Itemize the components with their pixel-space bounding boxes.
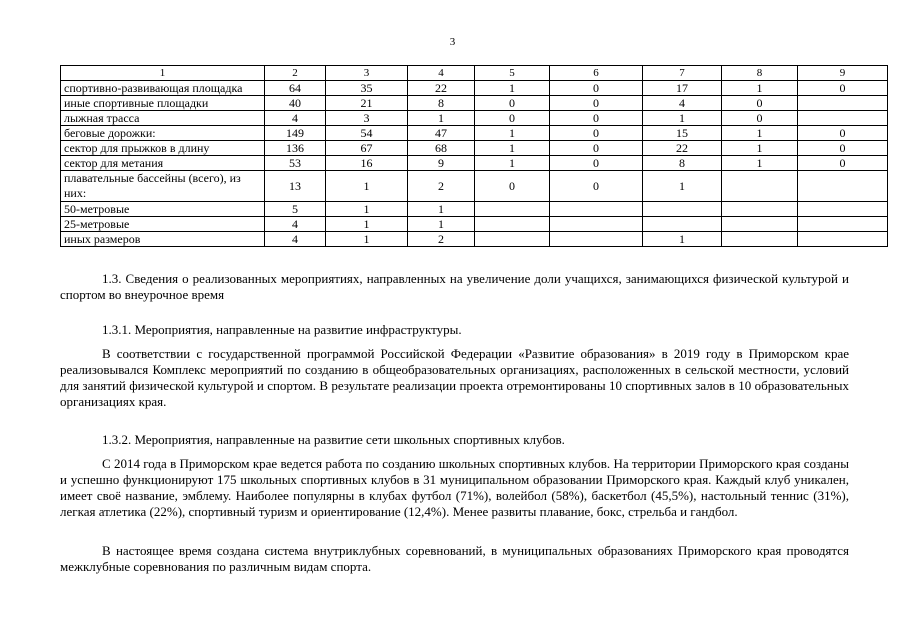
value-cell: 35 [326,81,408,96]
value-cell: 0 [798,81,888,96]
value-cell: 54 [326,126,408,141]
column-number-cell: 9 [798,66,888,81]
table-row [61,156,888,171]
value-cell [643,217,722,232]
table-header-row [61,66,888,81]
value-cell [798,202,888,217]
value-cell: 1 [326,202,408,217]
value-cell: 1 [722,156,798,171]
table-row [61,217,888,232]
value-cell: 0 [722,111,798,126]
facilities-table [60,65,888,247]
value-cell: 1 [643,111,722,126]
value-cell: 1 [722,141,798,156]
value-cell [798,217,888,232]
value-cell: 0 [550,171,643,202]
column-number-cell: 3 [326,66,408,81]
value-cell: 3 [326,111,408,126]
value-cell: 1 [408,202,475,217]
value-cell: 1 [475,126,550,141]
column-number-cell: 1 [61,66,265,81]
value-cell [475,232,550,247]
row-label: иных размеров [61,232,265,247]
value-cell: 0 [798,156,888,171]
value-cell: 1 [722,126,798,141]
value-cell [798,171,888,202]
value-cell: 1 [475,141,550,156]
value-cell: 0 [798,141,888,156]
value-cell [550,217,643,232]
value-cell [475,202,550,217]
value-cell: 4 [265,111,326,126]
value-cell: 16 [326,156,408,171]
value-cell: 17 [643,81,722,96]
value-cell: 21 [326,96,408,111]
value-cell: 0 [550,81,643,96]
value-cell: 2 [408,232,475,247]
value-cell: 0 [550,96,643,111]
value-cell: 0 [550,126,643,141]
paragraph-competitions: В настоящее время создана система внутриклубных соревнований, в муниципальных образованиях Приморского края проводятся межклубные соревнования по различным видам спорта. [60,543,849,574]
value-cell: 0 [550,111,643,126]
value-cell: 1 [326,232,408,247]
value-cell: 1 [326,171,408,202]
value-cell [798,232,888,247]
value-cell: 4 [265,232,326,247]
value-cell: 4 [643,96,722,111]
value-cell: 67 [326,141,408,156]
paragraph-clubs: С 2014 года в Приморском крае ведется работа по созданию школьных спортивных клубов. На территории Приморского края созданы и успешно функционируют 175 школьных спортивных клубов в 31 муниципальном образовании Приморского края. Каждый клуб уникален, имеет своё название, эмблему. Наиболее популярны в клубах футбол (71%), волейбол (58%), баскетбол (45,5%), настольный теннис (31%), легкая атлетика (22%), спортивный туризм и ориентирование (12,4%). Менее развиты плавание, бокс, стрельба и гандбол. [60,456,849,519]
section-1-3-heading: 1.3. Сведения о реализованных мероприятиях, направленных на увеличение доли учащихся, занимающихся физической культурой и спортом во внеурочное время [60,271,849,302]
row-label: сектор для прыжков в длину [61,141,265,156]
value-cell [798,111,888,126]
value-cell: 0 [722,96,798,111]
table-row [61,232,888,247]
value-cell [722,217,798,232]
value-cell: 53 [265,156,326,171]
row-label: 50-метровые [61,202,265,217]
value-cell: 8 [408,96,475,111]
row-label: плавательные бассейны (всего), из них: [61,171,265,202]
value-cell [475,217,550,232]
row-label: иные спортивные площадки [61,96,265,111]
column-number-cell: 7 [643,66,722,81]
value-cell: 0 [475,171,550,202]
table-row [61,202,888,217]
value-cell: 1 [475,81,550,96]
value-cell: 1 [326,217,408,232]
value-cell: 149 [265,126,326,141]
column-number-cell: 2 [265,66,326,81]
value-cell: 0 [798,126,888,141]
row-label: 25-метровые [61,217,265,232]
table-row [61,126,888,141]
value-cell [643,202,722,217]
value-cell: 0 [550,156,643,171]
paragraph-infrastructure: В соответствии с государственной программой Российской Федерации «Развитие образования» в 2019 году в Приморском крае реализовывался Комплекс мероприятий по созданию в общеобразовательных организациях, расположенных в сельской местности, условий для занятий физической культурой и спортом. В результате реализации проекта отремонтированы 10 спортивных залов в 10 образовательных организациях края. [60,346,849,409]
row-label: сектор для метания [61,156,265,171]
value-cell: 8 [643,156,722,171]
value-cell: 1 [408,217,475,232]
value-cell: 2 [408,171,475,202]
value-cell: 5 [265,202,326,217]
value-cell: 22 [408,81,475,96]
value-cell: 136 [265,141,326,156]
value-cell: 0 [550,141,643,156]
value-cell: 68 [408,141,475,156]
value-cell: 1 [722,81,798,96]
value-cell: 1 [643,171,722,202]
row-label: спортивно-развивающая площадка [61,81,265,96]
value-cell [722,202,798,217]
value-cell: 0 [475,96,550,111]
column-number-cell: 4 [408,66,475,81]
value-cell [722,171,798,202]
value-cell [722,232,798,247]
value-cell: 47 [408,126,475,141]
page-number: 3 [449,36,456,48]
value-cell [798,96,888,111]
table-row [61,81,888,96]
table-row [61,171,888,202]
value-cell: 1 [475,156,550,171]
value-cell: 1 [643,232,722,247]
value-cell: 15 [643,126,722,141]
value-cell: 4 [265,217,326,232]
value-cell: 0 [475,111,550,126]
column-number-cell: 8 [722,66,798,81]
value-cell: 9 [408,156,475,171]
section-1-3-1-heading: 1.3.1. Мероприятия, направленные на развитие инфраструктуры. [102,322,462,337]
value-cell: 13 [265,171,326,202]
value-cell: 1 [408,111,475,126]
section-1-3-2-heading: 1.3.2. Мероприятия, направленные на развитие сети школьных спортивных клубов. [102,432,565,447]
value-cell: 40 [265,96,326,111]
row-label: беговые дорожки: [61,126,265,141]
column-number-cell: 6 [550,66,643,81]
column-number-cell: 5 [475,66,550,81]
value-cell [550,232,643,247]
value-cell: 22 [643,141,722,156]
table-row [61,96,888,111]
value-cell: 64 [265,81,326,96]
value-cell [550,202,643,217]
table-row [61,141,888,156]
table-row [61,111,888,126]
row-label: лыжная трасса [61,111,265,126]
